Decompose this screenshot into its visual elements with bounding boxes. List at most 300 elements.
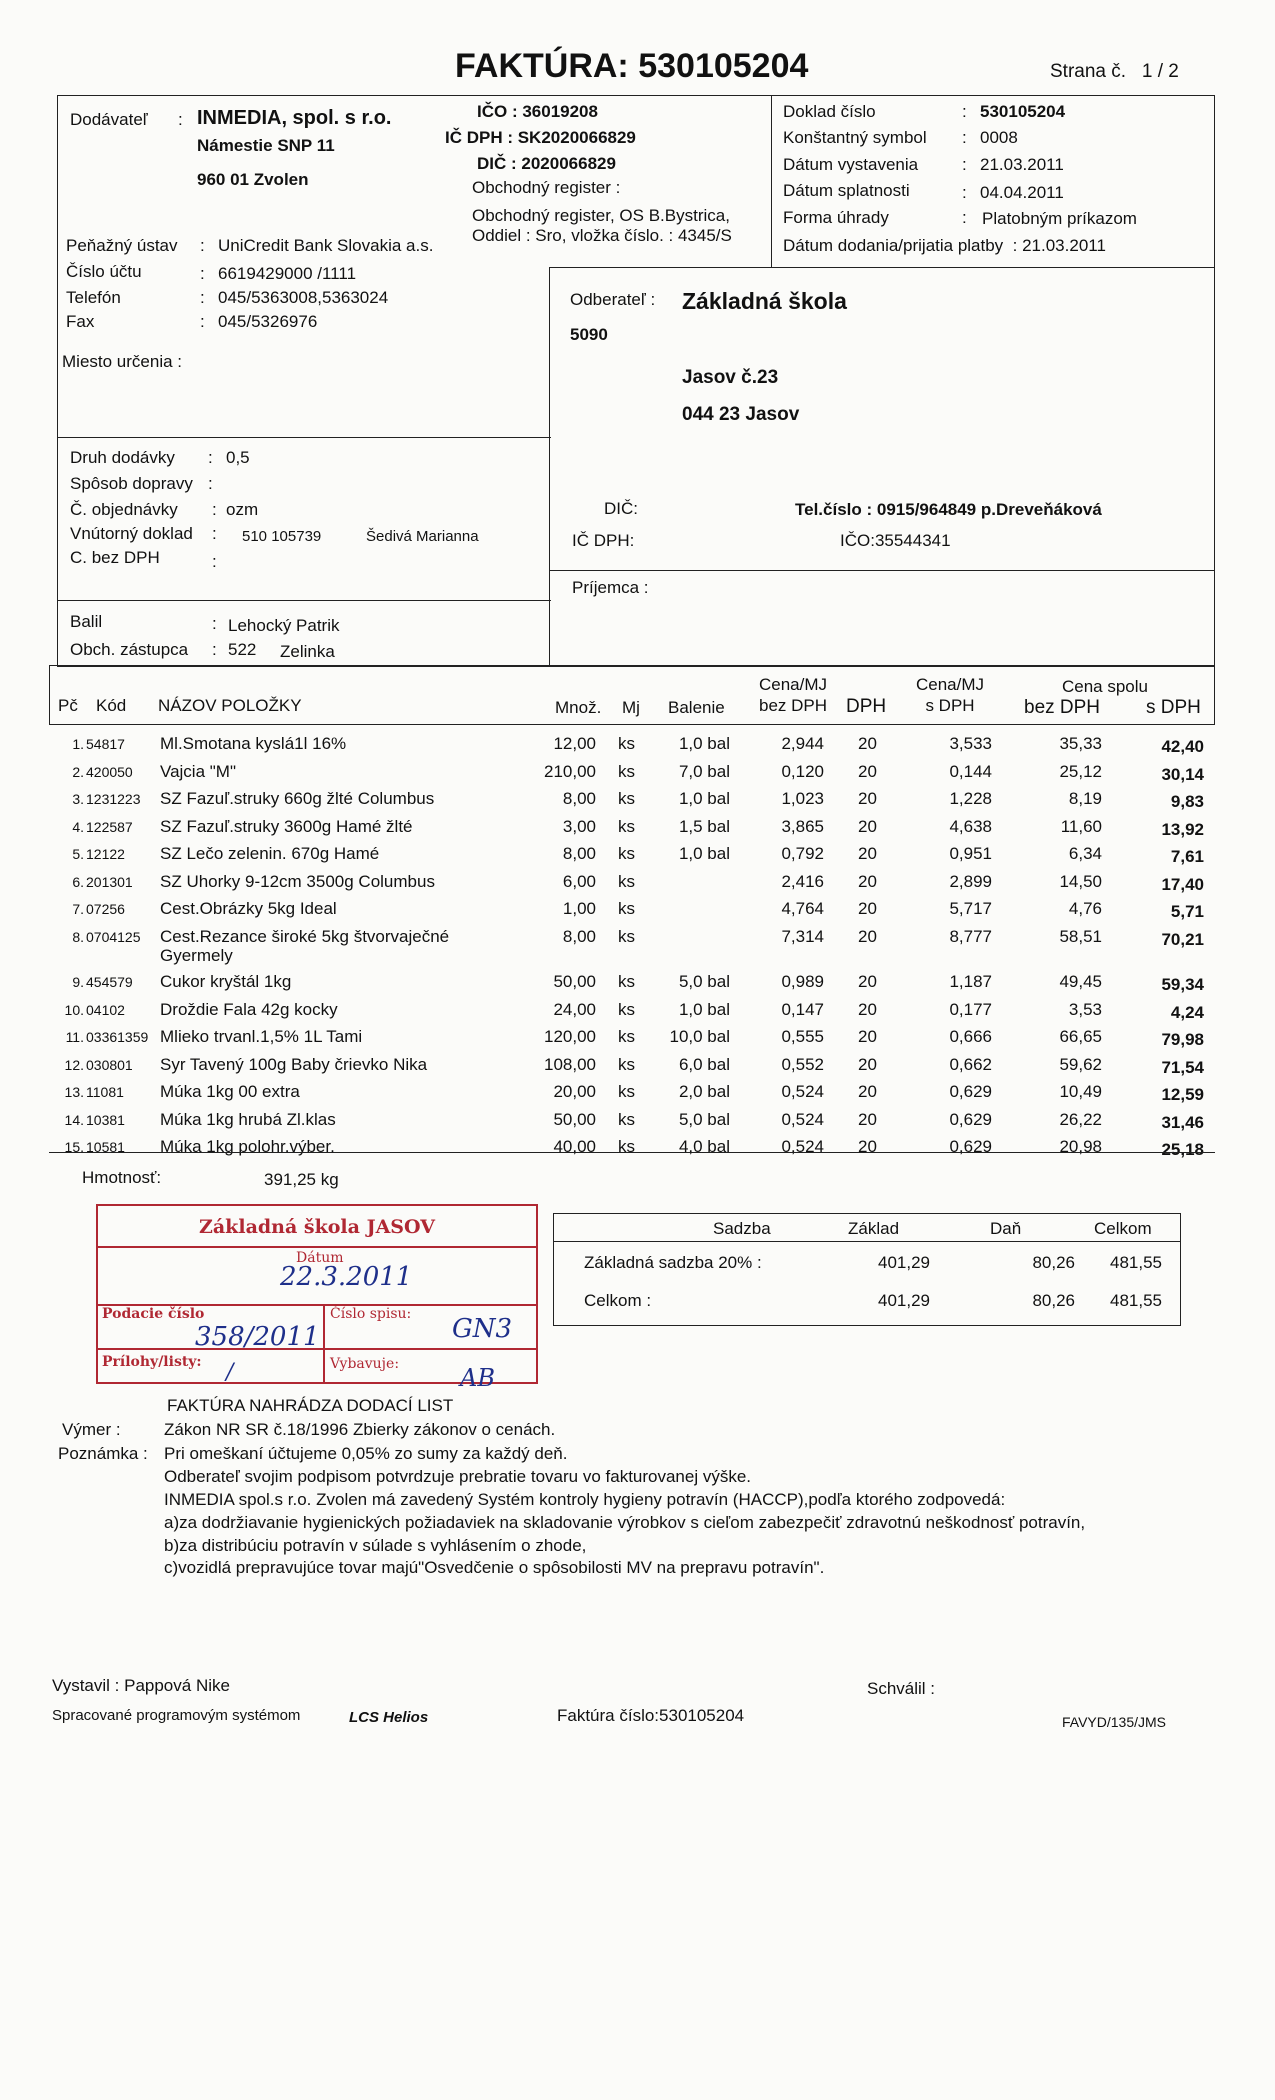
cell-cmj: 4,764 xyxy=(781,899,824,918)
cell-sbez: 49,45 xyxy=(1059,972,1102,991)
col-cena-mj-2: Cena/MJ xyxy=(915,675,985,694)
cell-nazov: SZ Lečo zelenin. 670g Hamé xyxy=(160,844,380,863)
customer-ico: IČO:35544341 xyxy=(840,531,951,550)
colon: : xyxy=(962,155,967,174)
invoice-title xyxy=(455,46,808,86)
cell-cmjs: 0,629 xyxy=(949,1137,992,1156)
stamp-vybavuje-label: Vybavuje: xyxy=(330,1356,400,1372)
cell-ss: 7,61 xyxy=(1170,847,1204,866)
cell-mnoz: 8,00 xyxy=(562,844,596,863)
col-mj: Mj xyxy=(622,698,640,717)
delivery-date: 21.03.2011 xyxy=(1022,236,1106,255)
packed-label: Balil xyxy=(70,612,103,631)
cell-pc: 6. xyxy=(72,873,84,890)
cell-ss: 71,54 xyxy=(1161,1057,1204,1077)
issued-by: Vystavil : Pappová Nike xyxy=(52,1676,230,1695)
cell-bal: 1,0 bal xyxy=(678,999,730,1019)
due-date-label: Dátum splatnosti xyxy=(783,181,910,200)
cell-pc: 7. xyxy=(72,901,84,917)
cell-cmjs: 0,951 xyxy=(949,844,992,863)
divider xyxy=(771,95,772,267)
cell-cmj: 3,865 xyxy=(781,816,824,836)
cell-cmjs: 5,717 xyxy=(949,899,992,918)
cell-bal: 10,0 bal xyxy=(669,1027,730,1046)
note-line-4: a)za dodržiavanie hygienických požiadaviek na skladovanie výrobkov s cieľom zabezpečiť zdravotnú neškodnosť potravín, xyxy=(164,1513,1086,1532)
divider xyxy=(553,1241,1181,1242)
supplier-city: 960 01 Zvolen xyxy=(197,170,309,189)
issue-date-label: Dátum vystavenia xyxy=(783,155,919,174)
supplier-icdph: IČ DPH : SK2020066829 xyxy=(445,128,636,147)
colon: : xyxy=(208,474,213,493)
cell-mj: ks xyxy=(618,761,635,781)
cell-sbez: 20,98 xyxy=(1059,1137,1102,1156)
account-number: 6619429000 /1111 xyxy=(218,264,357,283)
order-number: ozm xyxy=(226,500,259,519)
cell-mj: ks xyxy=(618,1027,635,1046)
colon: : xyxy=(212,552,217,571)
stamp-podacie-label: Podacie číslo xyxy=(102,1306,205,1322)
col-balenie: Balenie xyxy=(668,698,725,717)
cell-bal: 5,0 bal xyxy=(678,972,730,991)
cell-nazov: Cukor kryštál 1kg xyxy=(160,972,292,991)
doc-number-label: Doklad číslo xyxy=(783,102,876,121)
issue-date: 21.03.2011 xyxy=(980,155,1064,174)
stamp-spis-label: Číslo spisu: xyxy=(330,1306,412,1322)
vat-header-tax: Daň xyxy=(990,1219,1022,1238)
table-bottom-line xyxy=(49,1152,1215,1153)
cell-mj: ks xyxy=(618,816,635,836)
col-spolu-s: s DPH xyxy=(1146,697,1201,718)
cell-dph: 20 xyxy=(858,1054,877,1074)
cell-cmjs: 2,899 xyxy=(949,871,992,891)
cell-dph: 20 xyxy=(858,761,877,781)
cell-ss: 4,24 xyxy=(1170,1002,1204,1022)
cell-dph: 20 xyxy=(858,816,877,836)
cell-dph: 20 xyxy=(858,926,877,946)
divider xyxy=(549,267,773,268)
cell-mnoz: 120,00 xyxy=(544,1027,596,1046)
cell-cmjs: 0,629 xyxy=(949,1109,992,1129)
cell-mnoz: 40,00 xyxy=(553,1137,596,1156)
cell-mj: ks xyxy=(618,972,635,991)
delivery-type: 0,5 xyxy=(226,448,250,467)
order-label: Č. objednávky xyxy=(70,500,178,519)
vat-row2-base: 401,29 xyxy=(878,1291,930,1310)
cell-dph: 20 xyxy=(858,899,877,918)
due-date: 04.04.2011 xyxy=(980,183,1064,202)
table-header-line xyxy=(49,724,1215,725)
system-name: LCS Helios xyxy=(349,1709,429,1726)
cell-mnoz: 50,00 xyxy=(553,1109,596,1129)
sales-rep-code: 522 xyxy=(228,640,257,659)
col-cena-mj-1: Cena/MJ xyxy=(758,675,828,694)
cell-kod: 122587 xyxy=(86,818,133,835)
cell-kod: 10581 xyxy=(86,1139,125,1155)
cell-ss: 59,34 xyxy=(1161,975,1204,994)
supplier-ico: IČO : 36019208 xyxy=(477,102,598,121)
supplier-register-2: Oddiel : Sro, vložka číslo. : 4345/S xyxy=(472,226,732,245)
colon: : xyxy=(962,208,967,227)
cell-kod: 10381 xyxy=(86,1111,125,1128)
cell-sbez: 35,33 xyxy=(1059,734,1102,753)
cell-kod: 11081 xyxy=(86,1084,124,1100)
colon: : xyxy=(208,448,213,467)
account-label: Číslo účtu xyxy=(66,262,142,281)
supplier-register-1: Obchodný register, OS B.Bystrica, xyxy=(472,206,730,225)
cell-ss: 13,92 xyxy=(1161,819,1204,839)
supplier-register-label: Obchodný register : xyxy=(472,178,621,197)
cell-nazov: Ml.Smotana kyslá1l 16% xyxy=(160,734,347,753)
cell-cmjs: 8,777 xyxy=(949,926,992,946)
customer-name: Základná škola xyxy=(682,288,847,314)
cell-ss: 25,18 xyxy=(1161,1140,1204,1159)
cell-pc: 12. xyxy=(64,1056,84,1073)
divider xyxy=(771,267,1215,268)
cell-cmjs: 0,662 xyxy=(949,1054,992,1074)
cell-kod: 0704125 xyxy=(86,928,141,945)
stamp-prilohy-label: Prílohy/listy: xyxy=(102,1354,202,1370)
cell-pc: 11. xyxy=(65,1029,84,1045)
col-spolu: Cena spolu xyxy=(1061,677,1148,696)
supplier-street: Námestie SNP 11 xyxy=(197,136,335,155)
cell-cmj: 0,147 xyxy=(781,999,824,1019)
vat-header-base: Základ xyxy=(848,1219,900,1238)
vat-row2-total: 481,55 xyxy=(1110,1291,1162,1310)
supplier-label: Dodávateľ xyxy=(70,110,148,129)
cell-dph: 20 xyxy=(858,972,877,991)
colon: : xyxy=(200,264,205,283)
cell-mj: ks xyxy=(618,844,635,863)
col-kod: Kód xyxy=(96,696,127,715)
cell-dph: 20 xyxy=(858,844,877,863)
cell-cmjs: 0,144 xyxy=(949,761,992,781)
note-line-5: b)za distribúciu potravín v súlade s vyhlásením o zhode, xyxy=(164,1536,587,1555)
cell-sbez: 59,62 xyxy=(1059,1054,1102,1074)
cell-cmj: 0,989 xyxy=(781,972,824,991)
cell-mj: ks xyxy=(618,999,635,1019)
cell-dph: 20 xyxy=(858,999,877,1019)
customer-label: Odberateľ : xyxy=(570,290,656,309)
cell-nazov-continued: Gyermely xyxy=(160,945,233,965)
colon: : xyxy=(962,102,967,121)
fax-label: Fax xyxy=(66,312,95,331)
sales-rep-name: Zelinka xyxy=(280,642,335,661)
registry-stamp xyxy=(96,1204,538,1384)
cell-mnoz: 108,00 xyxy=(544,1054,596,1074)
cell-cmj: 0,524 xyxy=(781,1137,824,1156)
processed-by-label: Spracované programovým systémom xyxy=(52,1707,301,1724)
colon: : xyxy=(962,128,967,147)
cell-sbez: 10,49 xyxy=(1059,1082,1102,1101)
cell-nazov: Mlieko trvanl.1,5% 1L Tami xyxy=(160,1027,363,1046)
cell-kod: 12122 xyxy=(86,846,125,862)
colon: : xyxy=(200,312,205,331)
cell-kod: 04102 xyxy=(86,1001,125,1018)
approved-by: Schválil : xyxy=(867,1679,936,1698)
cell-nazov: Cest.Rezance široké 5kg štvorvaječné xyxy=(160,926,450,946)
cell-ss: 31,46 xyxy=(1161,1112,1204,1132)
cell-pc: 15. xyxy=(64,1139,84,1155)
cell-cmjs: 1,228 xyxy=(949,789,992,808)
delivery-date-label-text: Dátum dodania/prijatia platby xyxy=(783,236,1004,255)
customer-dic-label: DIČ: xyxy=(604,499,638,518)
cell-cmj: 0,555 xyxy=(781,1027,824,1046)
colon: : xyxy=(962,183,967,202)
cell-kod: 420050 xyxy=(86,763,133,780)
divider xyxy=(57,600,551,601)
cell-dph: 20 xyxy=(858,734,877,753)
c-bez-dph-label: C. bez DPH xyxy=(70,548,160,567)
cell-mj: ks xyxy=(618,899,635,918)
cell-pc: 5. xyxy=(72,846,84,862)
phone-number: 045/5363008,5363024 xyxy=(218,288,389,307)
colon: : xyxy=(212,524,217,543)
cell-mj: ks xyxy=(618,1054,635,1074)
internal-doc-number: 510 105739 xyxy=(242,528,322,545)
vat-row2-tax: 80,26 xyxy=(1032,1291,1075,1310)
cell-nazov: Múka 1kg 00 extra xyxy=(160,1082,300,1101)
colon: : xyxy=(200,288,205,307)
cell-kod: 454579 xyxy=(86,974,133,990)
customer-city: 044 23 Jasov xyxy=(682,404,800,425)
colon: : xyxy=(212,640,217,659)
cell-sbez: 58,51 xyxy=(1059,926,1102,946)
cell-mnoz: 12,00 xyxy=(553,734,596,753)
weight-value: 391,25 kg xyxy=(264,1170,339,1189)
cell-ss: 70,21 xyxy=(1161,929,1204,949)
stamp-title: Základná škola JASOV xyxy=(199,1216,435,1238)
stamp-spis-handwritten: GN3 xyxy=(452,1314,513,1344)
cell-kod: 07256 xyxy=(86,901,125,917)
cell-pc: 10. xyxy=(64,1001,84,1018)
cell-ss: 17,40 xyxy=(1161,874,1204,894)
cell-dph: 20 xyxy=(858,1137,877,1156)
col-cena-mj-s: s DPH xyxy=(925,696,975,715)
colon: : xyxy=(200,236,205,255)
divider xyxy=(549,570,1215,571)
bank-name: UniCredit Bank Slovakia a.s. xyxy=(218,236,434,255)
cell-nazov: Droždie Fala 42g kocky xyxy=(160,999,338,1019)
cell-ss: 30,14 xyxy=(1161,764,1204,784)
vat-header-total: Celkom xyxy=(1094,1219,1152,1238)
cell-nazov: Cest.Obrázky 5kg Ideal xyxy=(160,899,337,918)
stamp-line xyxy=(98,1246,536,1248)
cell-dph: 20 xyxy=(858,1109,877,1129)
cell-pc: 2. xyxy=(72,763,84,780)
cell-mj: ks xyxy=(618,871,635,891)
recipient-label: Príjemca : xyxy=(572,578,649,597)
vat-row1-base: 401,29 xyxy=(878,1253,930,1272)
vymer-text: Zákon NR SR č.18/1996 Zbierky zákonov o cenách. xyxy=(164,1420,556,1439)
internal-doc-person: Šedivá Marianna xyxy=(366,528,479,545)
cell-mj: ks xyxy=(618,789,635,808)
cell-pc: 8. xyxy=(72,928,84,945)
divider xyxy=(57,437,551,438)
cell-nazov: SZ Fazuľ.struky 660g žlté Columbus xyxy=(160,789,435,808)
cell-bal: 1,0 bal xyxy=(678,844,730,863)
cell-cmj: 7,314 xyxy=(781,926,824,946)
bank-label: Peňažný ústav xyxy=(66,236,178,255)
table-top-line xyxy=(49,665,1215,666)
delivery-date-label: Dátum dodania/prijatia platby : 21.03.2011 xyxy=(783,236,1106,255)
internal-doc-label: Vnútorný doklad xyxy=(70,524,193,543)
cell-mj: ks xyxy=(618,926,635,946)
cell-bal: 2,0 bal xyxy=(678,1082,730,1101)
destination-label: Miesto určenia : xyxy=(62,352,182,371)
cell-bal: 1,0 bal xyxy=(678,789,730,808)
note-line-1: Pri omeškaní účtujeme 0,05% zo sumy za každý deň. xyxy=(164,1444,568,1463)
cell-dph: 20 xyxy=(858,789,877,808)
cell-dph: 20 xyxy=(858,1082,877,1101)
payment-method: Platobným príkazom xyxy=(982,209,1137,228)
fax-number: 045/5326976 xyxy=(218,312,318,331)
cell-cmj: 0,792 xyxy=(781,844,824,863)
cell-mnoz: 20,00 xyxy=(553,1082,596,1101)
cell-ss: 9,83 xyxy=(1170,792,1204,811)
table-right-line xyxy=(1214,665,1215,725)
colon: : xyxy=(212,500,217,519)
const-symbol: 0008 xyxy=(980,128,1018,147)
customer-code: 5090 xyxy=(570,325,608,344)
cell-pc: 4. xyxy=(72,818,84,835)
cell-mnoz: 8,00 xyxy=(562,926,596,946)
table-left-line xyxy=(49,665,50,725)
cell-cmj: 0,524 xyxy=(781,1109,824,1129)
packed-by: Lehocký Patrik xyxy=(228,616,340,635)
cell-sbez: 25,12 xyxy=(1059,761,1102,781)
cell-mnoz: 3,00 xyxy=(562,816,596,836)
cell-sbez: 14,50 xyxy=(1059,871,1102,891)
invoice-title-label: FAKTÚRA: xyxy=(455,47,629,85)
cell-cmjs: 0,629 xyxy=(949,1082,992,1101)
cell-cmjs: 0,177 xyxy=(949,999,992,1019)
cell-mj: ks xyxy=(618,734,635,753)
cell-nazov: Múka 1kg polohr.výber. xyxy=(160,1137,335,1156)
cell-mj: ks xyxy=(618,1082,635,1101)
cell-bal: 4,0 bal xyxy=(678,1137,730,1156)
replaces-delivery-note: FAKTÚRA NAHRÁDZA DODACÍ LIST xyxy=(167,1396,454,1415)
cell-cmjs: 4,638 xyxy=(949,816,992,836)
cell-bal: 6,0 bal xyxy=(678,1054,730,1074)
payment-label: Forma úhrady xyxy=(783,208,889,227)
stamp-vybavuje-handwritten: AB xyxy=(460,1364,495,1392)
cell-sbez: 26,22 xyxy=(1059,1109,1102,1129)
cell-kod: 201301 xyxy=(86,873,133,890)
cell-bal: 1,5 bal xyxy=(678,816,730,836)
note-line-6: c)vozidlá prepravujúce tovar majú"Osvedčenie o spôsobilosti MV na prepravu potravín". xyxy=(164,1558,825,1577)
cell-cmjs: 3,533 xyxy=(949,734,992,753)
col-mnoz: Množ. xyxy=(555,698,602,717)
colon: : xyxy=(212,614,217,633)
cell-cmjs: 0,666 xyxy=(949,1027,992,1046)
note-line-3: INMEDIA spol.s r.o. Zvolen má zavedený Systém kontroly hygieny potravín (HACCP),podľa ktorého zodpovedá: xyxy=(164,1490,1006,1509)
cell-cmj: 0,120 xyxy=(781,761,824,781)
cell-pc: 9. xyxy=(72,974,84,990)
cell-ss: 5,71 xyxy=(1170,902,1204,921)
page-indicator xyxy=(1050,62,1179,82)
cell-nazov: SZ Uhorky 9-12cm 3500g Columbus xyxy=(160,871,435,891)
cell-sbez: 11,60 xyxy=(1060,816,1102,836)
note-line-2: Odberateľ svojim podpisom potvrdzuje prebratie tovaru vo fakturovanej výške. xyxy=(164,1467,752,1486)
vat-row1-total: 481,55 xyxy=(1110,1253,1162,1272)
cell-mnoz: 8,00 xyxy=(562,789,596,808)
cell-mnoz: 210,00 xyxy=(544,761,596,781)
cell-kod: 54817 xyxy=(86,736,125,752)
cell-cmj: 0,552 xyxy=(781,1054,824,1074)
vymer-label: Výmer : xyxy=(62,1420,121,1439)
col-spolu-bez: bez DPH xyxy=(1024,697,1101,718)
col-nazov: NÁZOV POLOŽKY xyxy=(158,696,302,715)
vat-row2-label: Celkom : xyxy=(584,1291,652,1310)
cell-mnoz: 1,00 xyxy=(562,899,596,918)
cell-sbez: 8,19 xyxy=(1068,789,1102,808)
stamp-line xyxy=(323,1304,325,1384)
cell-pc: 3. xyxy=(72,791,84,807)
sales-rep-label: Obch. zástupca xyxy=(70,640,189,659)
cell-pc: 14. xyxy=(64,1111,84,1128)
cell-sbez: 4,76 xyxy=(1068,899,1102,918)
cell-bal: 5,0 bal xyxy=(678,1109,730,1129)
cell-dph: 20 xyxy=(858,871,877,891)
vat-header-rate: Sadzba xyxy=(713,1219,771,1238)
cell-mj: ks xyxy=(618,1109,635,1129)
cell-mnoz: 24,00 xyxy=(553,999,596,1019)
cell-ss: 79,98 xyxy=(1161,1030,1204,1049)
delivery-type-label: Druh dodávky xyxy=(70,448,175,467)
supplier-name: INMEDIA, spol. s r.o. xyxy=(197,107,392,129)
stamp-date-label: Dátum xyxy=(296,1250,344,1266)
cell-mj: ks xyxy=(618,1137,635,1156)
col-cena-mj-bez: bez DPH xyxy=(758,696,828,715)
customer-street: Jasov č.23 xyxy=(682,367,779,388)
stamp-date-handwritten: 22.3.2011 xyxy=(280,1262,413,1292)
cell-sbez: 66,65 xyxy=(1059,1027,1102,1046)
customer-icdph-label: IČ DPH: xyxy=(572,531,635,550)
invoice-reference: Faktúra číslo:530105204 xyxy=(557,1706,745,1725)
colon: : xyxy=(178,110,183,129)
cell-mnoz: 50,00 xyxy=(553,972,596,991)
cell-ss: 12,59 xyxy=(1161,1085,1204,1104)
stamp-prilohy-handwritten: / xyxy=(226,1360,234,1385)
cell-cmj: 1,023 xyxy=(781,789,824,808)
page-label: Strana č. xyxy=(1050,61,1127,82)
cell-ss: 42,40 xyxy=(1161,737,1204,756)
cell-nazov: SZ Fazuľ.struky 3600g Hamé žlté xyxy=(160,816,413,836)
col-dph: DPH xyxy=(846,696,887,717)
cell-bal: 7,0 bal xyxy=(678,761,730,781)
divider xyxy=(549,267,550,667)
cell-cmj: 2,416 xyxy=(781,871,824,891)
weight-label: Hmotnosť: xyxy=(82,1168,162,1187)
vat-row1-tax: 80,26 xyxy=(1032,1253,1075,1272)
note-label: Poznámka : xyxy=(58,1444,148,1463)
cell-cmj: 0,524 xyxy=(781,1082,824,1101)
vat-row1-label: Základná sadzba 20% : xyxy=(584,1253,762,1272)
cell-bal: 1,0 bal xyxy=(678,734,730,753)
cell-pc: 1. xyxy=(72,736,84,752)
cell-sbez: 6,34 xyxy=(1068,844,1102,863)
cell-sbez: 3,53 xyxy=(1068,999,1102,1019)
transport-label: Spôsob dopravy xyxy=(70,474,193,493)
col-pc: Pč xyxy=(58,696,78,715)
cell-kod: 1231223 xyxy=(86,791,141,807)
cell-mnoz: 6,00 xyxy=(562,871,596,891)
invoice-number: 530105204 xyxy=(638,47,809,85)
form-code: FAVYD/135/JMS xyxy=(1062,1714,1167,1730)
cell-pc: 13. xyxy=(64,1084,84,1100)
doc-number: 530105204 xyxy=(980,102,1066,121)
supplier-dic: DIČ : 2020066829 xyxy=(477,154,616,173)
